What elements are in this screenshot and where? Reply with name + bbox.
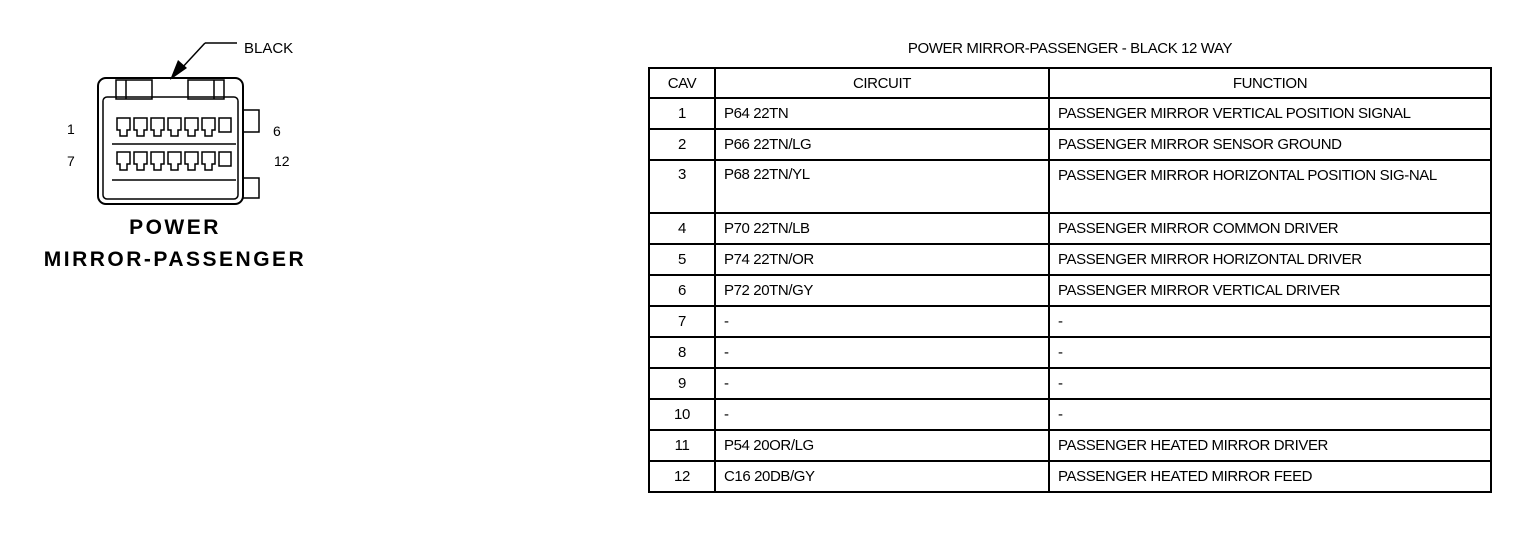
table-row (649, 399, 1491, 430)
cell-function: PASSENGER MIRROR VERTICAL DRIVER (1049, 275, 1491, 306)
cell-function: PASSENGER HEATED MIRROR FEED (1049, 461, 1491, 492)
cell-function: PASSENGER HEATED MIRROR DRIVER (1049, 430, 1491, 461)
connector-cavities (112, 118, 236, 180)
cell-circuit: P70 22TN/LB (715, 213, 1049, 244)
cell-function: - (1049, 368, 1491, 399)
header-function: FUNCTION (1049, 68, 1491, 98)
cell-function: PASSENGER MIRROR VERTICAL POSITION SIGNAL (1049, 98, 1491, 129)
table-title: POWER MIRROR-PASSENGER - BLACK 12 WAY (907, 40, 1233, 57)
cell-cav: 11 (649, 430, 715, 461)
connector-name-line1: POWER (129, 216, 221, 239)
table-header-row (649, 68, 1491, 98)
cell-cav: 10 (649, 399, 715, 430)
cell-cav: 8 (649, 337, 715, 368)
table-row (649, 275, 1491, 306)
cell-cav: 5 (649, 244, 715, 275)
cell-cav: 7 (649, 306, 715, 337)
pin-label-top-left: 1 (67, 121, 75, 137)
table-row (649, 129, 1491, 160)
connector-color-label: BLACK (244, 40, 294, 57)
table-row (649, 337, 1491, 368)
table-row (649, 160, 1491, 213)
cell-cav: 3 (649, 160, 715, 213)
cell-circuit: P66 22TN/LG (715, 129, 1049, 160)
cell-circuit: P74 22TN/OR (715, 244, 1049, 275)
cell-function: - (1049, 337, 1491, 368)
header-circuit: CIRCUIT (715, 68, 1049, 98)
cell-cav: 9 (649, 368, 715, 399)
cell-circuit: P64 22TN (715, 98, 1049, 129)
cell-function: - (1049, 306, 1491, 337)
cell-cav: 2 (649, 129, 715, 160)
cell-circuit: P68 22TN/YL (715, 160, 1049, 213)
cell-function: - (1049, 399, 1491, 430)
table-row (649, 461, 1491, 492)
cell-circuit: - (715, 337, 1049, 368)
cell-circuit: P72 20TN/GY (715, 275, 1049, 306)
pin-label-bottom-left: 7 (67, 153, 75, 169)
cell-circuit: P54 20OR/LG (715, 430, 1049, 461)
cell-circuit: - (715, 306, 1049, 337)
header-cav: CAV (649, 68, 715, 98)
cell-cav: 1 (649, 98, 715, 129)
color-leader-arrow (170, 43, 237, 80)
pin-label-bottom-right: 12 (274, 153, 290, 169)
table-row (649, 213, 1491, 244)
cell-cav: 4 (649, 213, 715, 244)
cell-circuit: - (715, 399, 1049, 430)
table-row (649, 98, 1491, 129)
cell-function: PASSENGER MIRROR SENSOR GROUND (1049, 129, 1491, 160)
pinout-table (648, 67, 1492, 493)
table-row (649, 306, 1491, 337)
cell-circuit: C16 20DB/GY (715, 461, 1049, 492)
cell-function: PASSENGER MIRROR HORIZONTAL DRIVER (1049, 244, 1491, 275)
cell-function: PASSENGER MIRROR HORIZONTAL POSITION SIG-NAL (1049, 160, 1491, 213)
cell-circuit: - (715, 368, 1049, 399)
table-row (649, 244, 1491, 275)
pin-label-top-right: 6 (273, 123, 281, 139)
cell-function: PASSENGER MIRROR COMMON DRIVER (1049, 213, 1491, 244)
cell-cav: 6 (649, 275, 715, 306)
table-row (649, 430, 1491, 461)
cell-cav: 12 (649, 461, 715, 492)
connector-housing (98, 78, 259, 204)
connector-name-line2: MIRROR-PASSENGER (43, 248, 307, 271)
table-row (649, 368, 1491, 399)
